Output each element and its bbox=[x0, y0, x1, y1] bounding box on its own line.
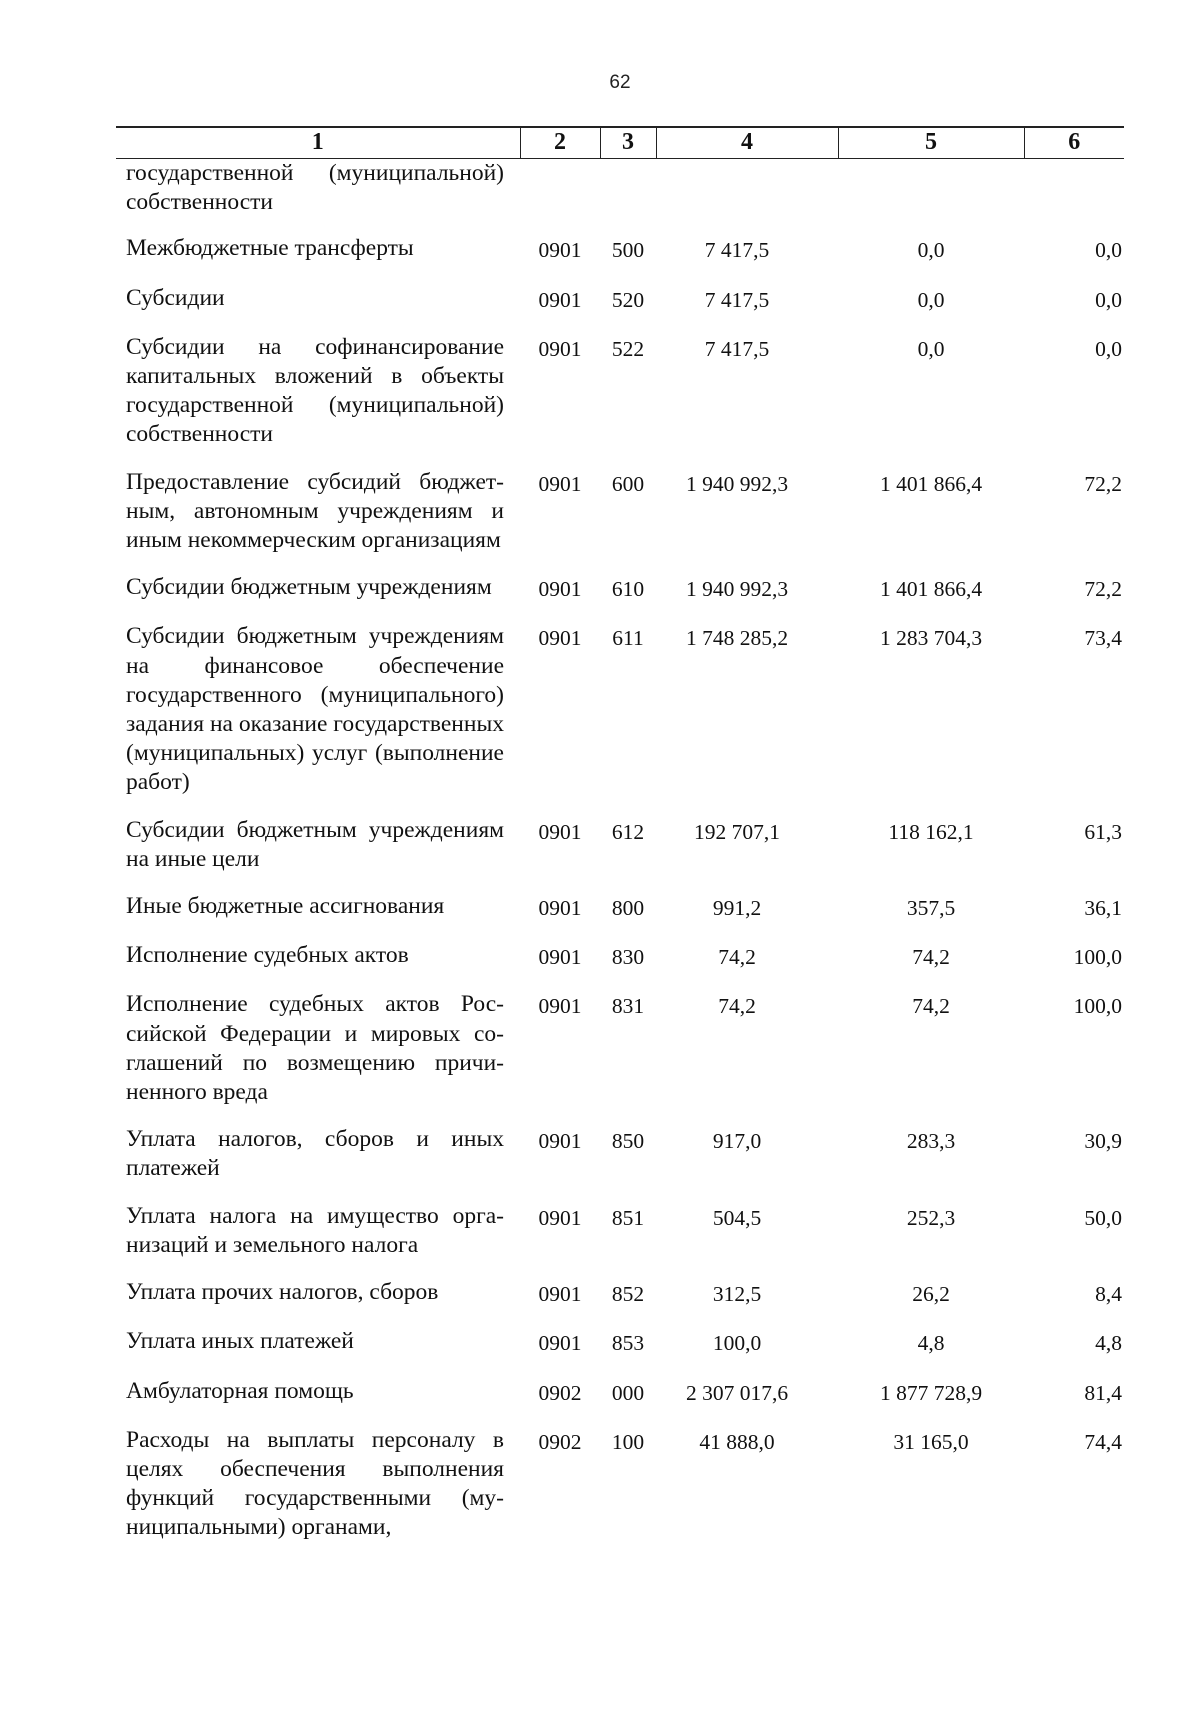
executed-amount: 283,3 bbox=[906, 1129, 956, 1154]
expense-type-code: 500 bbox=[611, 238, 645, 263]
table-row bbox=[116, 234, 1124, 283]
expense-type-code: 100 bbox=[611, 1429, 645, 1454]
row-name: Субсидии бюджетным учреждениям на иные цели bbox=[126, 816, 504, 872]
approved-amount: 312,5 bbox=[712, 1282, 762, 1307]
table-row bbox=[116, 1125, 1124, 1201]
approved-amount: 1 940 992,3 bbox=[685, 577, 789, 602]
table-row bbox=[116, 468, 1124, 574]
executed-amount: 26,2 bbox=[912, 1282, 950, 1307]
section-code: 0901 bbox=[538, 1282, 582, 1307]
table-row bbox=[116, 1327, 1124, 1376]
section-code: 0901 bbox=[538, 471, 582, 496]
row-name: Уплата налога на имущество организаций и земельного налога bbox=[126, 1202, 504, 1258]
row-name: Уплата налогов, сборов и иных платежей bbox=[126, 1126, 504, 1182]
executed-amount: 74,2 bbox=[912, 994, 950, 1019]
execution-percent: 8,4 bbox=[1095, 1282, 1122, 1307]
section-code: 0902 bbox=[538, 1429, 582, 1454]
table-header-row bbox=[116, 127, 1124, 159]
table-row bbox=[116, 816, 1124, 892]
table-row bbox=[116, 941, 1124, 990]
row-name: государственной (муниципальной) собственности bbox=[126, 160, 504, 216]
row-name: Иные бюджетные ассигнования bbox=[126, 893, 445, 920]
section-code: 0901 bbox=[538, 577, 582, 602]
section-code: 0902 bbox=[538, 1380, 582, 1405]
execution-percent: 36,1 bbox=[1084, 896, 1122, 921]
row-name: Субсидии бюджетным учреждениям на финансовое обеспечение государственного (муниципального) задания на оказание государственных (муниципальных) услуг (выполнение работ) bbox=[126, 623, 504, 796]
execution-percent: 72,2 bbox=[1084, 471, 1122, 496]
section-code bbox=[520, 159, 600, 235]
row-name: Субсидии bbox=[126, 284, 225, 311]
execution-percent: 61,3 bbox=[1084, 819, 1122, 844]
execution-percent: 0,0 bbox=[1095, 336, 1122, 361]
expense-type-code: 520 bbox=[611, 287, 645, 312]
expense-type-code: 800 bbox=[611, 896, 645, 921]
approved-amount: 1 748 285,2 bbox=[685, 626, 789, 651]
executed-amount: 0,0 bbox=[917, 238, 945, 263]
row-name: Расходы на выплаты персоналу в целях обеспечения выполнения функций государственными (муниципальными) органами, bbox=[126, 1426, 504, 1541]
table-row bbox=[116, 284, 1124, 333]
execution-percent: 100,0 bbox=[1073, 945, 1122, 970]
row-name: Исполнение судебных актов bbox=[126, 942, 409, 969]
row-name: Субсидии бюджетным учреждениям bbox=[126, 574, 492, 601]
column-header-3: 3 bbox=[600, 127, 656, 159]
approved-amount: 504,5 bbox=[712, 1205, 762, 1230]
executed-amount: 1 401 866,4 bbox=[879, 577, 983, 602]
page-number: 62 bbox=[609, 72, 631, 93]
row-name: Межбюджетные трансферты bbox=[126, 235, 414, 262]
executed-amount: 1 401 866,4 bbox=[879, 471, 983, 496]
table-row bbox=[116, 892, 1124, 941]
table-row bbox=[116, 990, 1124, 1125]
approved-amount: 7 417,5 bbox=[704, 238, 770, 263]
approved-amount: 917,0 bbox=[712, 1129, 762, 1154]
table-row bbox=[116, 1202, 1124, 1278]
table-row bbox=[116, 333, 1124, 468]
execution-percent: 100,0 bbox=[1073, 994, 1122, 1019]
column-header-6: 6 bbox=[1024, 127, 1124, 159]
section-code: 0901 bbox=[538, 238, 582, 263]
approved-amount: 991,2 bbox=[712, 896, 762, 921]
table-row bbox=[116, 622, 1124, 815]
section-code: 0901 bbox=[538, 287, 582, 312]
approved-amount: 192 707,1 bbox=[694, 819, 780, 844]
approved-amount: 41 888,0 bbox=[699, 1429, 775, 1454]
column-header-4: 4 bbox=[656, 127, 838, 159]
column-header-2: 2 bbox=[520, 127, 600, 159]
row-name: Субсидии на софинансирование капитальных вложений в объекты государственной (муниципальной) собственности bbox=[126, 333, 504, 448]
approved-amount: 74,2 bbox=[718, 945, 756, 970]
expense-type-code: 610 bbox=[611, 577, 645, 602]
expense-type-code: 000 bbox=[611, 1380, 645, 1405]
execution-percent: 0,0 bbox=[1095, 287, 1122, 312]
expense-type-code: 522 bbox=[611, 336, 645, 361]
executed-amount: 357,5 bbox=[906, 896, 956, 921]
expense-type-code: 850 bbox=[611, 1129, 645, 1154]
expense-type-code: 830 bbox=[611, 945, 645, 970]
executed-amount: 252,3 bbox=[906, 1205, 956, 1230]
budget-table bbox=[116, 126, 1124, 1561]
execution-percent: 81,4 bbox=[1084, 1380, 1122, 1405]
executed-amount: 74,2 bbox=[912, 945, 950, 970]
expense-type-code: 611 bbox=[612, 626, 644, 651]
approved-amount bbox=[656, 159, 838, 235]
table-row bbox=[116, 1278, 1124, 1327]
expense-type-code: 851 bbox=[611, 1205, 645, 1230]
section-code: 0901 bbox=[538, 1129, 582, 1154]
executed-amount: 1 283 704,3 bbox=[879, 626, 983, 651]
executed-amount: 0,0 bbox=[917, 336, 945, 361]
executed-amount: 31 165,0 bbox=[893, 1429, 969, 1454]
executed-amount bbox=[838, 159, 1024, 235]
executed-amount: 4,8 bbox=[917, 1331, 945, 1356]
section-code: 0901 bbox=[538, 896, 582, 921]
table-row bbox=[116, 573, 1124, 622]
approved-amount: 7 417,5 bbox=[704, 287, 770, 312]
execution-percent: 30,9 bbox=[1084, 1129, 1122, 1154]
approved-amount: 100,0 bbox=[712, 1331, 762, 1356]
execution-percent bbox=[1024, 159, 1124, 235]
table-body bbox=[116, 159, 1124, 1561]
execution-percent: 4,8 bbox=[1095, 1331, 1122, 1356]
approved-amount: 7 417,5 bbox=[704, 336, 770, 361]
table-row bbox=[116, 159, 1124, 235]
section-code: 0901 bbox=[538, 626, 582, 651]
row-name: Уплата иных платежей bbox=[126, 1328, 354, 1355]
expense-type-code: 853 bbox=[611, 1331, 645, 1356]
approved-amount: 2 307 017,6 bbox=[685, 1380, 789, 1405]
executed-amount: 1 877 728,9 bbox=[879, 1380, 983, 1405]
section-code: 0901 bbox=[538, 1331, 582, 1356]
row-name: Амбулаторная помощь bbox=[126, 1377, 354, 1404]
section-code: 0901 bbox=[538, 994, 582, 1019]
expense-type-code: 600 bbox=[611, 471, 645, 496]
expense-type-code: 612 bbox=[611, 819, 645, 844]
section-code: 0901 bbox=[538, 945, 582, 970]
approved-amount: 74,2 bbox=[718, 994, 756, 1019]
section-code: 0901 bbox=[538, 336, 582, 361]
execution-percent: 72,2 bbox=[1084, 577, 1122, 602]
section-code: 0901 bbox=[538, 1205, 582, 1230]
table-row bbox=[116, 1377, 1124, 1426]
row-name: Предоставление субсидий бюджетным, автономным учреждениям и иным некоммерческим организациям bbox=[126, 468, 504, 554]
approved-amount: 1 940 992,3 bbox=[685, 471, 789, 496]
expense-type-code: 831 bbox=[611, 994, 645, 1019]
column-header-5: 5 bbox=[838, 127, 1024, 159]
column-header-1: 1 bbox=[116, 127, 520, 159]
table-row bbox=[116, 1426, 1124, 1561]
executed-amount: 118 162,1 bbox=[888, 819, 974, 844]
executed-amount: 0,0 bbox=[917, 287, 945, 312]
execution-percent: 73,4 bbox=[1084, 626, 1122, 651]
row-name: Исполнение судебных актов Российской Федерации и мировых соглашений по возмещению причиненного вреда bbox=[126, 991, 504, 1106]
execution-percent: 74,4 bbox=[1084, 1429, 1122, 1454]
row-name: Уплата прочих налогов, сборов bbox=[126, 1279, 439, 1306]
expense-type-code bbox=[600, 159, 656, 235]
section-code: 0901 bbox=[538, 819, 582, 844]
execution-percent: 50,0 bbox=[1084, 1205, 1122, 1230]
expense-type-code: 852 bbox=[611, 1282, 645, 1307]
execution-percent: 0,0 bbox=[1095, 238, 1122, 263]
